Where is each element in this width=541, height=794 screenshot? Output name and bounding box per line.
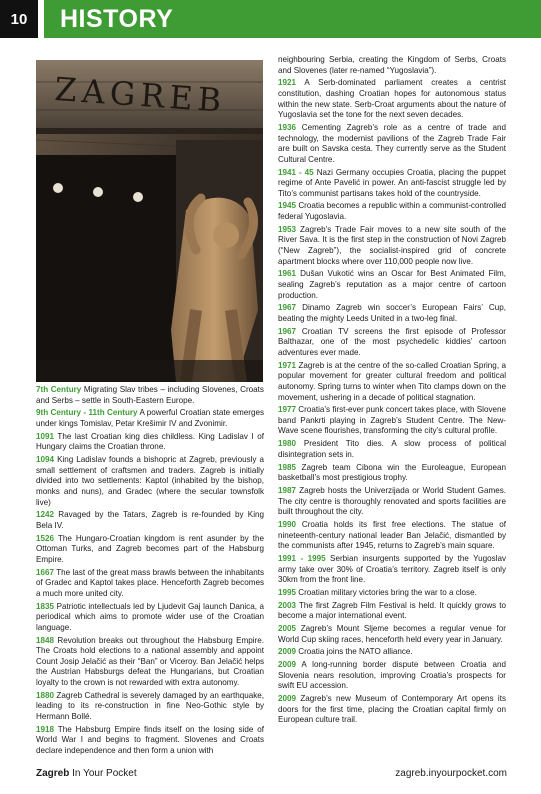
timeline-year: 1961 — [278, 269, 297, 279]
timeline-text: Serbian insurgents supported by the Yugoslav army take over 30% of Croatia’s territory. Zagreb itself is only 30km from the front line. — [278, 553, 506, 585]
timeline-text: Ravaged by the Tatars, Zagreb is re-founded by King Bela IV. — [36, 510, 265, 530]
timeline-text: Croatia joins the NATO alliance. — [298, 647, 413, 657]
section-title: HISTORY — [60, 5, 174, 33]
timeline-text: Croatian military victories bring the war to a close. — [298, 587, 477, 597]
timeline-text: A long-running border dispute between Croatia and Slovenia nears resolution, improving Croatia’s prospects for swift EU accession. — [278, 660, 506, 691]
timeline-year: 1526 — [36, 533, 55, 543]
timeline-year: 2003 — [278, 600, 297, 610]
timeline-column-right — [278, 55, 506, 728]
page-number: 10 — [0, 0, 38, 38]
timeline-entry — [278, 601, 506, 622]
timeline-entry — [278, 624, 506, 645]
timeline-text: Migrating Slav tribes – including Slovenes, Croats and Serbs – settle in South-Eastern Europe. — [36, 385, 264, 405]
timeline-year: 2005 — [278, 624, 297, 634]
timeline-year: 1880 — [36, 690, 55, 700]
timeline-entry — [278, 520, 506, 552]
timeline-entry — [36, 636, 264, 689]
timeline-entry — [36, 602, 264, 634]
zagreb-sign-lettering: ZAGREB — [53, 70, 228, 120]
timeline-entry — [278, 694, 506, 726]
timeline-entry — [278, 405, 506, 437]
timeline-text: The last of the great mass brawls between the inhabitants of Gradec and Kaptol takes place. Henceforth Zagreb becomes a much more united city. — [36, 567, 264, 598]
timeline-text: The Habsburg Empire finds itself on the losing side of World War I and begins to fragment. Slovenes and Croats declare independence and then form a union with — [36, 724, 265, 755]
timeline-continuation: neighbouring Serbia, creating the Kingdom of Serbs, Croats and Slovenes (later re-named “Yugoslavia”). — [278, 55, 506, 75]
timeline-entry — [278, 303, 506, 324]
timeline-entry — [278, 225, 506, 267]
timeline-text: Zagreb hosts the Univerzijada or World Student Games. The city centre is thoroughly renovated and sports facilities are built throughout the city. — [278, 486, 506, 517]
timeline-text: Dušan Vukotić wins an Oscar for Best Animated Film, sealing Zagreb’s reputation as a major centre of cartoon production. — [278, 269, 507, 300]
timeline-entry — [36, 534, 264, 566]
timeline-year: 1985 — [278, 462, 297, 472]
timeline-text: The Hungaro-Croatian kingdom is rent asunder by the Ottoman Turks, and Zagreb becomes part of the Habsburg Empire. — [36, 533, 264, 564]
timeline-text: Croatia’s first-ever punk concert takes place, with Slovene band Pankrti playing in Zagreb’s Student Centre. The New-Wave scene flourishes, transforming the city’s cultural profile. — [278, 405, 507, 436]
timeline-text: Croatian TV screens the first episode of Professor Balthazar, one of the most psychedelic kiddies’ cartoon adventures ever made. — [278, 326, 506, 357]
timeline-text: Patriotic intellectuals led by Ljudevit Gaj launch Danica, a periodical which aims to promote wider use of the Croatian language. — [36, 601, 265, 632]
timeline-text: Zagreb’s new Museum of Contemporary Art opens its doors for the first time, placing the Croatian capital firmly on European culture trail. — [278, 694, 507, 725]
timeline-entry — [36, 510, 264, 531]
timeline-year: 1967 — [278, 303, 297, 313]
timeline-entry — [278, 327, 506, 359]
timeline-year: 1995 — [278, 587, 297, 597]
timeline-year: 1977 — [278, 405, 297, 415]
timeline-year: 1921 — [278, 78, 297, 88]
timeline-entry — [278, 361, 506, 403]
timeline-entry — [278, 647, 506, 658]
timeline-text: President Tito dies. A slow process of political disintegration sets in. — [278, 439, 506, 459]
timeline-year: 1094 — [36, 455, 55, 465]
timeline-text: Croatia holds its first free elections. The statue of nineteenth-century national leader Ban Jelačić, dismantled by the communists after 1945, returns to Zagreb’s main square. — [278, 519, 506, 551]
timeline-entry — [278, 269, 506, 301]
timeline-text: Revolution breaks out throughout the Habsburg Empire. The Croats hold elections to a national assembly and appoint Count Josip Jelačić as their “Ban” or Viceroy. Ban Jelačić helps the Austrian Habsburgs defeat the Hungarians, but Croatian loyalty to the crown is not rewarded with extra autonomy. — [36, 635, 264, 687]
timeline-year: 1242 — [36, 510, 55, 520]
timeline-entry — [36, 385, 264, 406]
timeline-entry — [36, 455, 264, 508]
timeline-text: King Ladislav founds a bishopric at Zagreb, previously a small settlement of craftsmen and traders. Zagreb is initially divided into two settlements: Kaptol (inhabited by the bishop, monks and nuns), and Gradec (where the secular townsfolk live) — [36, 455, 265, 507]
zagreb-atlas-statue-photo — [36, 60, 263, 382]
timeline-entry — [36, 725, 264, 757]
timeline-year: 2009 — [278, 660, 297, 670]
page-header — [0, 0, 541, 38]
timeline-text: Dinamo Zagreb win soccer’s European Fairs’ Cup, beating the mighty Leeds United in a two-leg final. — [278, 303, 507, 323]
timeline-text: The last Croatian king dies childless. King Ladislav I of Hungary claims the Croatian throne. — [36, 431, 265, 452]
timeline-year: 2009 — [278, 694, 297, 704]
timeline-entry — [278, 439, 506, 460]
timeline-year: 1848 — [36, 635, 55, 645]
timeline-year: 1991 - 1995 — [278, 553, 326, 563]
timeline-entry — [278, 660, 506, 692]
timeline-entry — [278, 588, 506, 599]
timeline-entry — [278, 201, 506, 222]
timeline-year: 1091 — [36, 431, 55, 441]
timeline-entry — [36, 568, 264, 600]
timeline-year: 1918 — [36, 724, 55, 734]
timeline-entry — [278, 486, 506, 518]
timeline-year: 1987 — [278, 486, 297, 495]
timeline-entry — [278, 168, 506, 200]
timeline-text: Zagreb’s Mount Sljeme becomes a regular venue for World Cup skiing races, henceforth held every year in January. — [278, 624, 506, 644]
timeline-year: 1971 — [278, 360, 297, 370]
footer-url: zagreb.inyourpocket.com — [395, 768, 507, 779]
timeline-year: 1953 — [278, 224, 297, 234]
timeline-year: 1936 — [278, 122, 297, 132]
timeline-entry — [278, 463, 506, 484]
timeline-year: 1967 — [278, 326, 297, 336]
timeline-year: 2009 — [278, 647, 297, 657]
timeline-entry — [36, 432, 264, 453]
timeline-year: 1941 - 45 — [278, 167, 314, 177]
timeline-text: A Serb-dominated parliament creates a centrist constitution, dashing Croatian hopes for autonomous status within the new state. Serb-Croat arguments about the nature of Yugoslavia set the tone for the next seven decades. — [278, 78, 506, 120]
timeline-year: 1980 — [278, 439, 297, 449]
timeline-text: Zagreb is at the centre of the so-called Croatian Spring, a popular movement for greater cultural freedom and political autonomy. Spring turns to winter when Tito clamps down on the movement, ushering in a decade of political stagnation. — [278, 360, 507, 402]
timeline-text: Cementing Zagreb’s role as a centre of trade and technology, the modernist pavilions of the Zagreb Trade Fair are built on Savska cesta. They currently serve as the Student Cultural Centre. — [278, 122, 507, 164]
timeline-year: 1945 — [278, 201, 297, 211]
footer-tagline: In Your Pocket — [72, 768, 137, 779]
timeline-entry — [278, 123, 506, 165]
timeline-text: A powerful Croatian state emerges under kings Tomislav, Petar Krešimir IV and Zvonimir. — [36, 408, 265, 428]
timeline-entry — [278, 554, 506, 586]
timeline-year: 1990 — [278, 519, 297, 529]
timeline-entry — [278, 78, 506, 120]
footer-brand: Zagreb — [36, 768, 70, 779]
timeline-text: Zagreb’s Trade Fair moves to a new site south of the River Sava. It is the first step in the construction of Novi Zagreb (“New Zagreb”), the socialist-inspired grid of concrete apartment blocks where over 110,000 people now live. — [278, 224, 507, 266]
timeline-column-left — [36, 385, 264, 759]
page-footer — [36, 768, 507, 782]
timeline-entry — [36, 691, 264, 723]
timeline-text: Croatia becomes a republic within a communist-controlled federal Yugoslavia. — [278, 201, 507, 222]
timeline-year: 1667 — [36, 567, 55, 577]
timeline-year: 9th Century - 11th Century — [36, 408, 138, 418]
footer-publication — [36, 768, 137, 779]
timeline-text: The first Zagreb Film Festival is held. It quickly grows to become a major international event. — [278, 600, 506, 621]
timeline-text: Nazi Germany occupies Croatia, placing the puppet regime of Ante Pavelić in power. An anti-fascist struggle led by Tito’s communist partisans takes hold of the countryside. — [278, 167, 507, 198]
timeline-entry — [36, 408, 264, 429]
timeline-year: 7th Century — [36, 385, 82, 394]
timeline-text: Zagreb team Cibona win the Euroleague, European basketball’s most prestigious trophy. — [278, 462, 506, 483]
timeline-year: 1835 — [36, 601, 55, 611]
timeline-text: Zagreb Cathedral is severely damaged by an earthquake, leading to its re-construction in fine Neo-Gothic style by Hermann Bollé. — [36, 690, 265, 721]
